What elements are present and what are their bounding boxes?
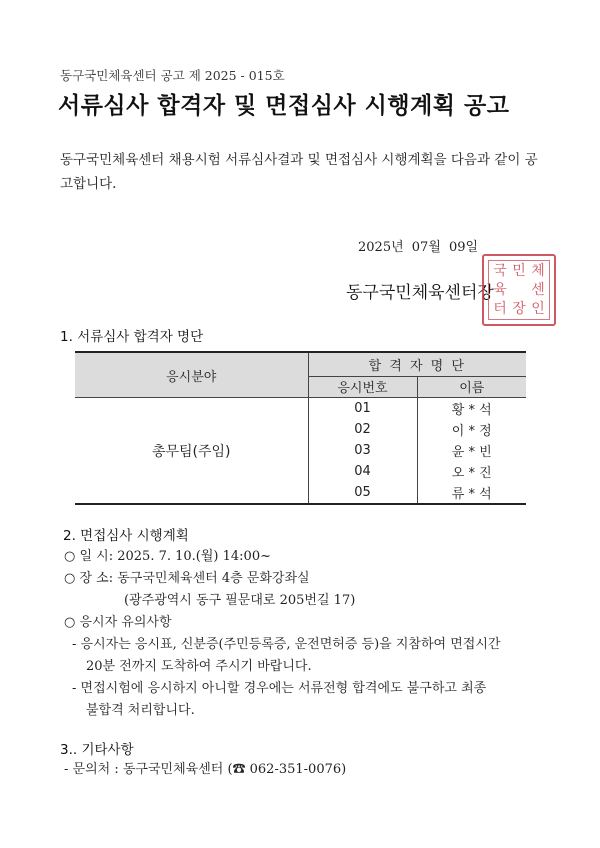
col-field-header: 응시분야 [75, 352, 308, 398]
note-item: - 면접시험에 응시하지 아니할 경우에는 서류전형 합격에도 불구하고 최종 [72, 681, 487, 696]
contact-info: - 문의처 : 동구국민체육센터 (☎ 062-351-0076) [64, 762, 347, 777]
number-cell: 05 [308, 482, 417, 504]
col-group-header: 합 격 자 명 단 [308, 352, 526, 376]
name-cell: 오 * 진 [417, 461, 526, 482]
col-name-header: 이름 [417, 376, 526, 397]
seal-char: 센 [531, 282, 545, 298]
seal-char: 국 [493, 263, 507, 279]
field-cell: 총무팀(주임) [75, 398, 308, 505]
note-item: - 응시자는 응시표, 신분증(주민등록증, 운전면허증 등)을 지참하여 면접시간 [72, 637, 501, 652]
notice-date: 2025년 07월 09일 [358, 240, 479, 255]
name-cell: 류 * 석 [417, 482, 526, 504]
note-item-cont: 20분 전까지 도착하여 주시기 바랍니다. [86, 659, 312, 674]
intro-text: 동구국민체육센터 채용시험 서류심사결과 및 면접심사 시행계획을 다음과 같이 공고합니다. [60, 152, 538, 192]
interview-datetime: ○ 일 시: 2025. 7. 10.(월) 14:00~ [64, 549, 271, 564]
name-cell: 이 * 정 [417, 419, 526, 440]
number-cell: 02 [308, 419, 417, 440]
section1-heading: 1. 서류심사 합격자 명단 [60, 329, 204, 345]
seal-char: 체 [531, 263, 545, 279]
notice-number: 동구국민체육센터 공고 제 2025 - 015호 [60, 68, 285, 83]
col-number-header: 응시번호 [308, 376, 417, 397]
table-row [75, 398, 526, 420]
name-cell: 윤 * 빈 [417, 440, 526, 461]
organization-name: 동구국민체육센터장 [346, 283, 494, 303]
number-cell: 04 [308, 461, 417, 482]
name-cell: 황 * 석 [417, 398, 526, 420]
interview-place: ○ 장 소: 동구국민체육센터 4층 문화강좌실 [64, 571, 310, 586]
results-table [75, 351, 526, 505]
seal-char: 인 [531, 301, 545, 317]
interview-address: (광주광역시 동구 필문대로 205번길 17) [124, 593, 356, 608]
notes-heading: ○ 응시자 유의사항 [64, 615, 172, 630]
seal-char: 장 [512, 301, 526, 317]
seal-char: 터 [493, 301, 507, 317]
section3-heading: 3.. 기타사항 [60, 742, 134, 758]
number-cell: 01 [308, 398, 417, 420]
page-title: 서류심사 합격자 및 면접심사 시행계획 공고 [58, 93, 510, 119]
number-cell: 03 [308, 440, 417, 461]
official-seal-icon [482, 254, 556, 326]
table-header-row [75, 352, 526, 376]
note-item-cont: 불합격 처리합니다. [86, 703, 195, 718]
seal-char: 육 [493, 282, 507, 298]
section2-heading: 2. 면접심사 시행계획 [63, 528, 189, 544]
seal-char: 민 [512, 263, 526, 279]
